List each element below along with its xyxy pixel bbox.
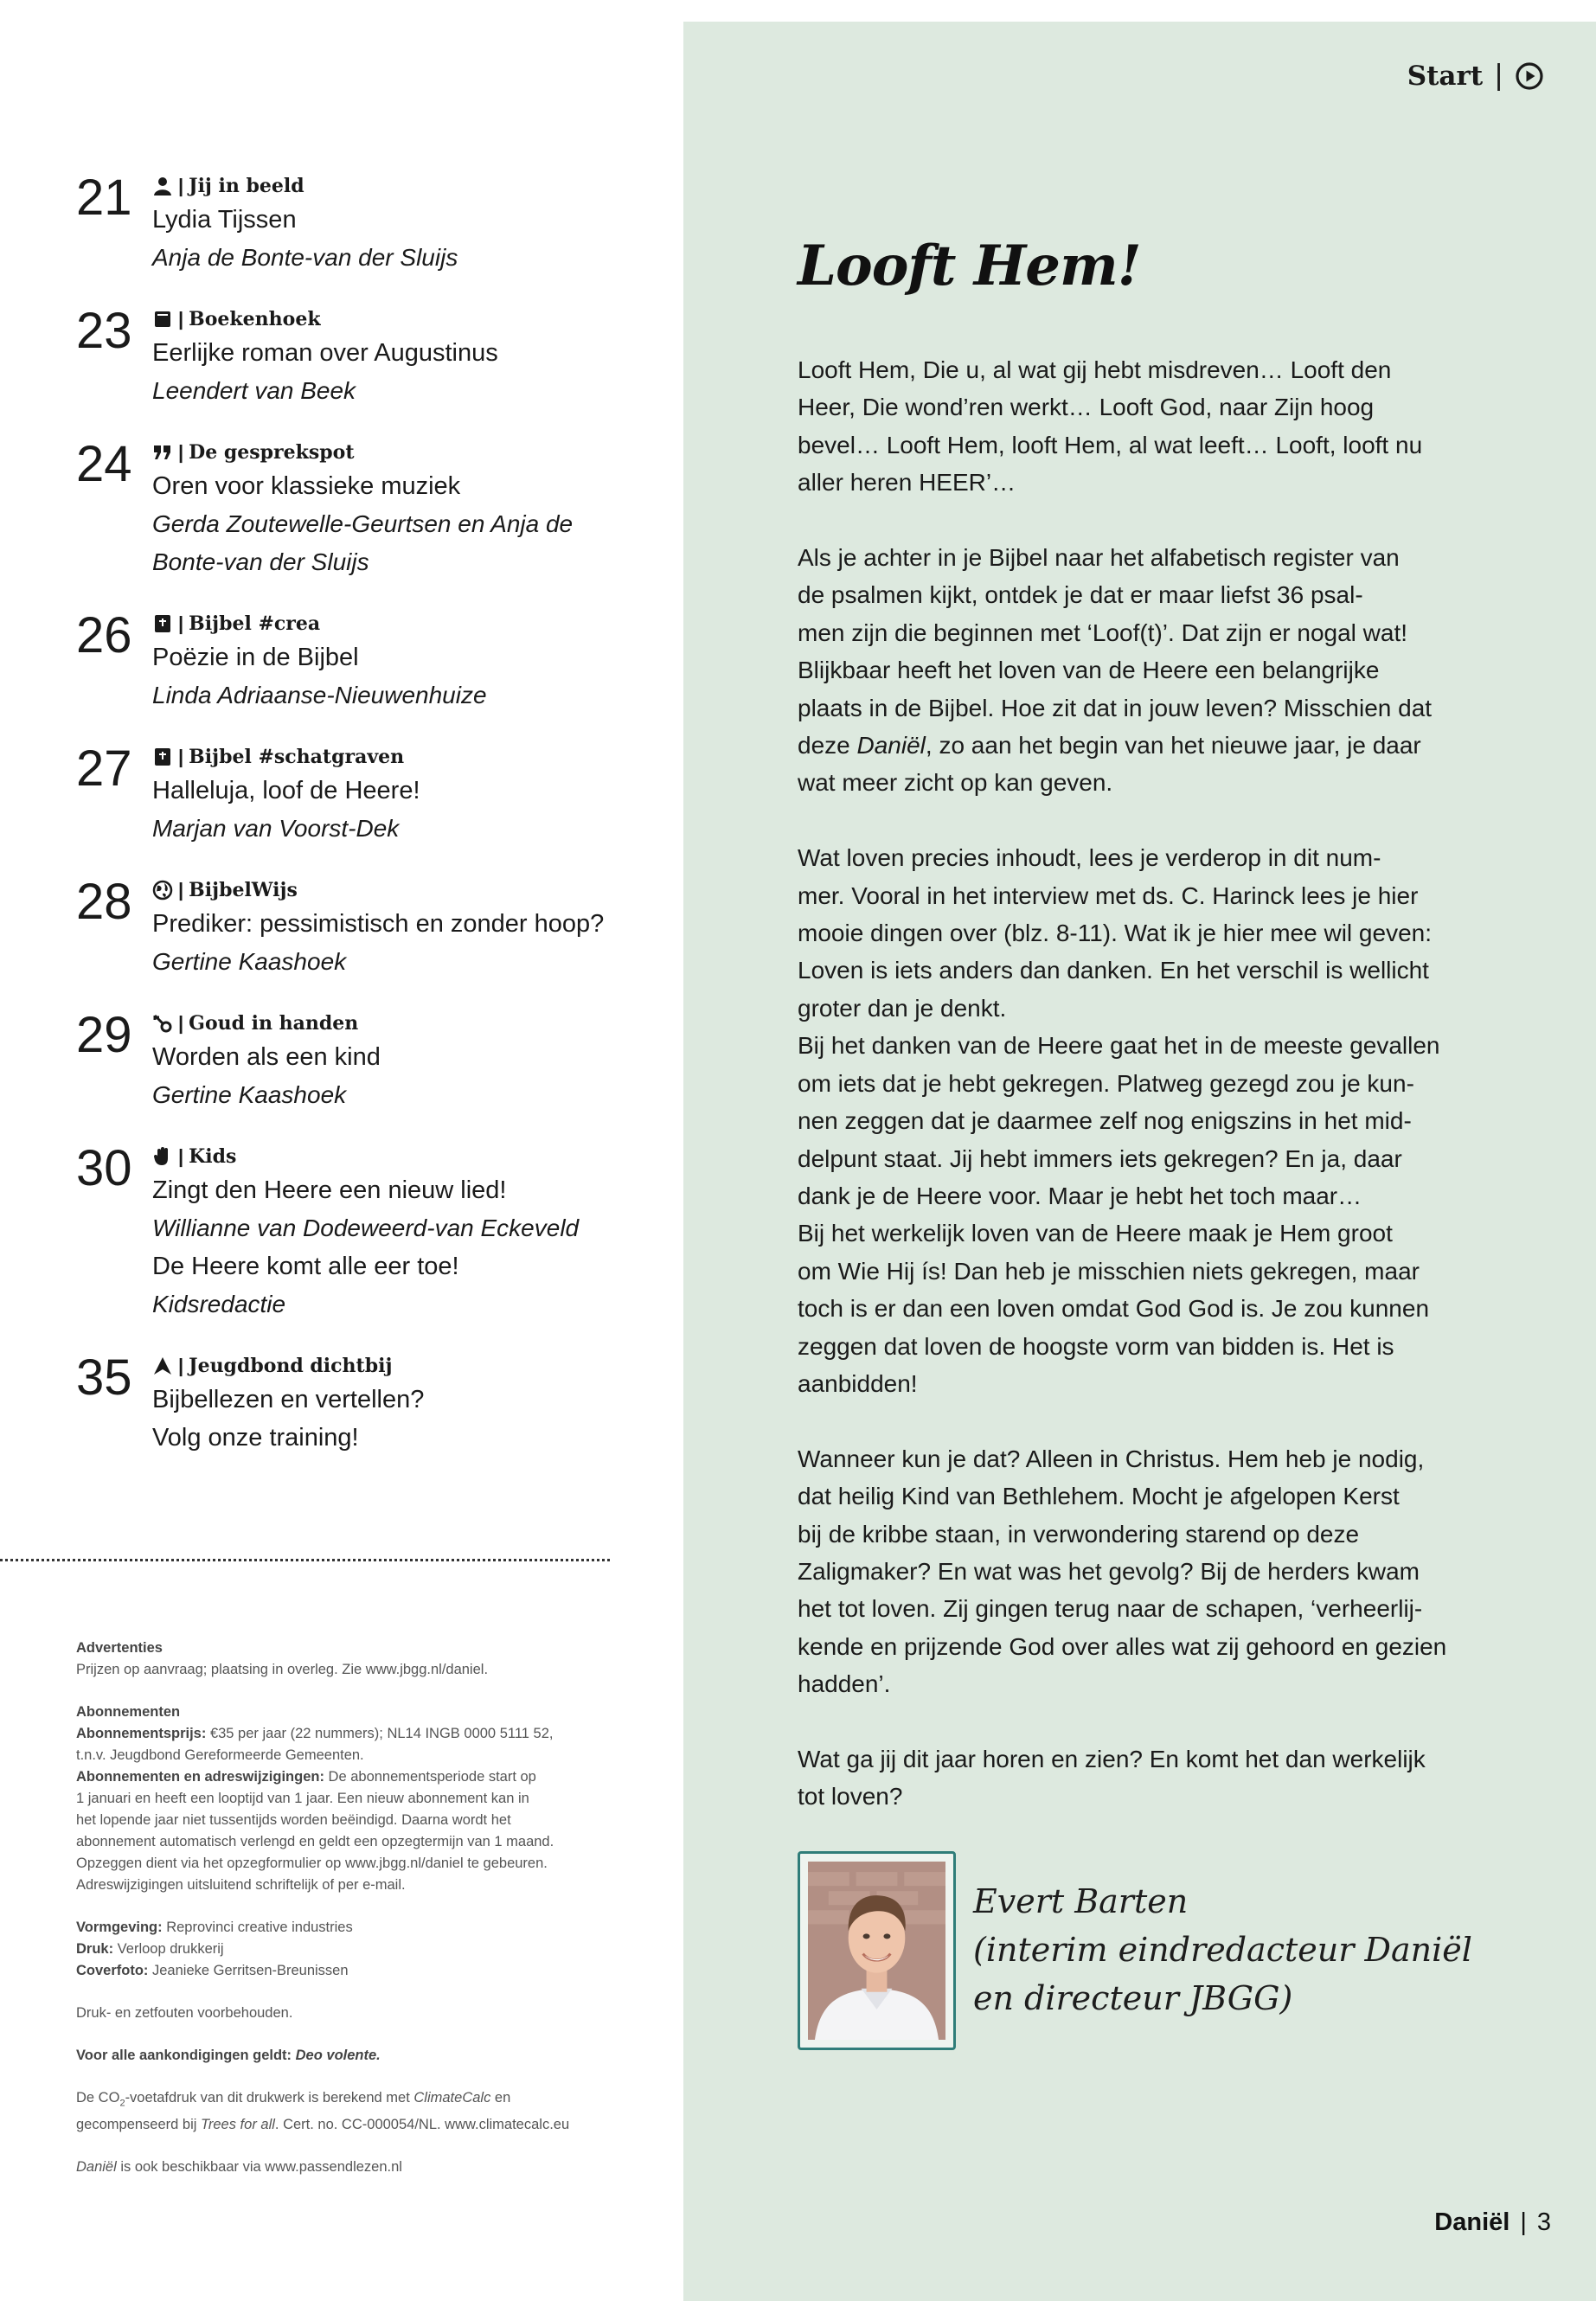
toc-item[interactable]: [76, 1009, 630, 1114]
text-line: Blijkbaar heeft het loven van de Heere een belangrijke: [798, 657, 1380, 684]
toc-author: Anja de Bonte-van der Sluijs: [152, 244, 458, 271]
druk-label: Druk:: [76, 1941, 114, 1957]
bible-icon: [152, 613, 173, 634]
coverfoto-label: Coverfoto:: [76, 1963, 149, 1978]
toc-category: [152, 1142, 630, 1171]
text-line: wat meer zicht op kan geven.: [798, 769, 1113, 797]
start-separator: |: [1495, 59, 1503, 92]
periode-label: Abonnementen en adreswijzigingen:: [76, 1769, 324, 1785]
page-number: 3: [1536, 2208, 1551, 2236]
advertenties-heading: Advertenties: [76, 1640, 163, 1656]
toc-category: [152, 438, 630, 467]
toc-category: [152, 875, 630, 905]
tnv-text: t.n.v. Jeugdbond Gereformeerde Gemeenten.: [76, 1747, 364, 1763]
arrow-up-icon: [152, 1356, 173, 1376]
co2-tool: ClimateCalc: [413, 2090, 491, 2106]
toc-page-number: 30: [76, 1140, 132, 1196]
quote-icon: [152, 442, 173, 463]
text-line: aller heren HEER’…: [798, 469, 1016, 497]
text-line: men zijn die beginnen met ‘Loof(t)’. Dat zijn er nogal wat!: [798, 619, 1408, 646]
colophon-abonnementen: [76, 1702, 612, 1896]
toc-category-separator: |: [178, 1355, 184, 1376]
toc-page-number: 24: [76, 436, 132, 492]
text-line: aanbidden!: [798, 1369, 918, 1397]
toc-item[interactable]: [76, 171, 630, 277]
signature-name: Evert Barten: [973, 1882, 1189, 1920]
toc-title: Oren voor klassieke muziek: [152, 472, 461, 500]
text-line: Wanneer kun je dat? Alleen in Christus. Hem heb je nodig,: [798, 1445, 1425, 1472]
signature-role: (interim eindredacteur Daniël: [973, 1931, 1472, 1969]
colophon-drukfouten: Druk- en zetfouten voorbehouden.: [76, 2005, 293, 2021]
toc-page-number: 26: [76, 607, 132, 663]
toc-author: Willianne van Dodeweerd-van Eckeveld: [152, 1215, 580, 1241]
toc-category-separator: |: [178, 879, 184, 901]
toc-category-separator: |: [178, 1145, 184, 1167]
text-line: dat heilig Kind van Bethlehem. Mocht je afgelopen Kerst: [798, 1483, 1400, 1510]
text-line: Wat loven precies inhoudt, lees je verderop in dit num-: [798, 844, 1381, 872]
toc-category-label: Boekenhoek: [189, 308, 321, 330]
toc-category-separator: |: [178, 175, 184, 196]
toc-category-label: Jeugdbond dichtbij: [189, 1355, 393, 1377]
toc-author: Gerda Zoutewelle-Geurtsen en Anja de: [152, 510, 574, 537]
toc-item[interactable]: [76, 304, 630, 410]
colophon-co2: [76, 2087, 612, 2136]
co2-text: . Cert. no. CC-000054/NL. www.climatecalc.eu: [274, 2117, 570, 2133]
text-line: Bij het danken van de Heere gaat het in de meeste gevallen: [798, 1032, 1440, 1060]
toc-title: Lydia Tijssen: [152, 206, 297, 234]
passend-text: is ook beschikbaar via www.passendlezen.nl: [116, 2159, 402, 2176]
toc-item[interactable]: [76, 742, 630, 848]
toc-category: [152, 1009, 630, 1038]
toc-page-number: 21: [76, 170, 132, 226]
text-line: mer. Vooral in het interview met ds. C. Harinck lees je hier: [798, 881, 1419, 909]
toc-category: [152, 304, 630, 334]
abonnementsprijs-text: €35 per jaar (22 nummers); NL14 INGB 0000 5111 52,: [206, 1726, 554, 1741]
toc-category-label: BijbelWijs: [189, 879, 298, 901]
magazine-name: Daniël: [856, 732, 926, 760]
text-line: toch is er dan een loven omdat God God is. Je zou kunnen: [798, 1295, 1430, 1323]
abonnementsprijs-label: Abonnementsprijs:: [76, 1726, 207, 1741]
paragraph: [798, 839, 1455, 1027]
aankondigingen-value: Deo volente.: [295, 2048, 381, 2063]
text-line: om Wie Hij ís! Dan heb je misschien niets gekregen, maar: [798, 1257, 1420, 1285]
colophon-credits: [76, 1917, 612, 1982]
colophon-advertenties: [76, 1638, 612, 1681]
co2-text: en: [490, 2090, 511, 2106]
text-line: Als je achter in je Bijbel naar het alfabetisch register van: [798, 544, 1400, 572]
text-line: , zo aan het begin van het nieuwe jaar, je daar: [925, 732, 1421, 760]
toc-author: Kidsredactie: [152, 1291, 286, 1317]
toc-page-number: 23: [76, 303, 132, 359]
periode-line: 1 januari en heeft een looptijd van 1 jaar. Een nieuw abonnement kan in: [76, 1791, 529, 1806]
co2-org: Trees for all: [201, 2117, 275, 2133]
page-footer: [1434, 2208, 1551, 2237]
start-label: Start: [1407, 60, 1484, 92]
book-icon: [152, 309, 173, 330]
coverfoto-text: Jeanieke Gerritsen-Breunissen: [148, 1963, 349, 1978]
toc-category-separator: |: [178, 1012, 184, 1034]
colophon-passendlezen: [76, 2157, 612, 2178]
toc-author: Gertine Kaashoek: [152, 1081, 347, 1108]
colophon: [76, 1638, 612, 2199]
text-line: dank je de Heere voor. Maar je hebt het toch maar…: [798, 1182, 1362, 1209]
toc-category: [152, 742, 630, 772]
article-headline: Looft Hem!: [798, 234, 1141, 298]
author-photo: [798, 1851, 956, 2050]
toc-title: Halleluja, loof de Heere!: [152, 777, 420, 804]
colophon-aankondigingen: [76, 2045, 612, 2067]
toc-author: Leendert van Beek: [152, 377, 356, 404]
text-line: mooie dingen over (blz. 8-11). Wat ik je hier mee wil geven:: [798, 920, 1432, 947]
toc-category-separator: |: [178, 612, 184, 634]
toc-item[interactable]: [76, 875, 630, 981]
toc-author: Bonte-van der Sluijs: [152, 548, 369, 575]
toc-title: Zingt den Heere een nieuw lied!: [152, 1176, 507, 1204]
signature: [973, 1877, 1472, 2022]
dotted-divider: [0, 1559, 610, 1561]
abonnementen-heading: Abonnementen: [76, 1704, 181, 1720]
globe-icon: [152, 880, 173, 901]
paragraph: [798, 1215, 1455, 1402]
toc-category-separator: |: [178, 746, 184, 767]
bible-icon: [152, 747, 173, 767]
key-icon: [152, 1013, 173, 1034]
periode-text: De abonnementsperiode start op: [324, 1769, 536, 1785]
text-line: de psalmen kijkt, ontdek je dat er maar liefst 36 psal-: [798, 581, 1363, 609]
toc-title: Worden als een kind: [152, 1043, 381, 1071]
toc-category-label: Bijbel #schatgraven: [189, 746, 405, 768]
vormgeving-label: Vormgeving:: [76, 1920, 163, 1935]
paragraph: [798, 1027, 1455, 1215]
toc-author: Gertine Kaashoek: [152, 948, 347, 975]
aankondigingen-label: Voor alle aankondigingen geldt:: [76, 2048, 292, 2063]
person-icon: [152, 176, 173, 196]
toc-item[interactable]: [76, 438, 630, 581]
text-line: Heer, Die wond’ren werkt… Looft God, naar Zijn hoog: [798, 394, 1375, 421]
toc-item[interactable]: [76, 1142, 630, 1324]
toc-page-number: 35: [76, 1349, 132, 1406]
play-circle-icon: [1515, 61, 1544, 91]
text-line: Bij het werkelijk loven van de Heere maak je Hem groot: [798, 1220, 1393, 1247]
toc-title: Bijbellezen en vertellen?: [152, 1386, 425, 1413]
text-line: deze: [798, 732, 857, 760]
toc-category-separator: |: [178, 441, 184, 463]
toc-author: Linda Adriaanse-Nieuwenhuize: [152, 682, 487, 708]
toc-title: Prediker: pessimistisch en zonder hoop?: [152, 910, 605, 938]
paragraph: [798, 351, 1455, 502]
hand-icon: [152, 1146, 173, 1167]
text-line: bevel… Looft Hem, looft Hem, al wat leeft… Looft, looft nu: [798, 431, 1423, 458]
toc-category: [152, 1351, 630, 1381]
toc-item[interactable]: [76, 609, 630, 715]
author-portrait: [808, 1862, 945, 2040]
text-line: delpunt staat. Jij hebt immers iets gekregen? En ja, daar: [798, 1144, 1402, 1172]
co2-text: gecompenseerd bij: [76, 2117, 202, 2133]
toc-category-label: De gesprekspot: [189, 441, 355, 464]
text-line: Wat ga jij dit jaar horen en zien? En komt het dan werkelijk: [798, 1745, 1426, 1772]
toc-title: Eerlijke roman over Augustinus: [152, 339, 498, 367]
toc-page-number: 27: [76, 740, 132, 797]
co2-sub: 2: [119, 2098, 125, 2109]
footer-magazine: Daniël: [1434, 2208, 1510, 2236]
text-line: Zaligmaker? En wat was het gevolg? Bij de herders kwam: [798, 1557, 1420, 1585]
toc-category: [152, 171, 630, 201]
toc-item[interactable]: [76, 1351, 630, 1457]
periode-line: Opzeggen dient via het opzegformulier op www.jbgg.nl/daniel te gebeuren.: [76, 1856, 548, 1871]
paragraph: [798, 1740, 1455, 1816]
passend-magazine: Daniël: [76, 2159, 117, 2176]
toc-title: Volg onze training!: [152, 1424, 359, 1452]
toc-author: Marjan van Voorst-Dek: [152, 815, 400, 842]
periode-line: Adreswijzigingen uitsluitend schriftelijk of per e-mail.: [76, 1877, 406, 1893]
toc-page-number: 29: [76, 1007, 132, 1063]
toc-category-separator: |: [178, 308, 184, 330]
text-line: om iets dat je hebt gekregen. Platweg gezegd zou je kun-: [798, 1069, 1414, 1097]
toc-category-label: Goud in handen: [189, 1012, 359, 1035]
periode-line: het lopende jaar niet tussentijds worden beëindigd. Daarna wordt het: [76, 1812, 511, 1828]
start-link[interactable]: [1407, 59, 1544, 93]
toc-page-number: 28: [76, 874, 132, 930]
text-line: tot loven?: [798, 1783, 903, 1811]
text-line: groter dan je denkt.: [798, 994, 1007, 1022]
signature-role: en directeur JBGG): [973, 1979, 1293, 2017]
table-of-contents: [76, 171, 630, 1484]
toc-category: [152, 609, 630, 638]
co2-text: De CO: [76, 2090, 120, 2106]
text-line: zeggen dat loven de hoogste vorm van bidden is. Het is: [798, 1332, 1394, 1360]
paragraph: [798, 1440, 1455, 1703]
text-line: nen zeggen dat je daarmee zelf nog enigszins in het mid-: [798, 1107, 1412, 1135]
druk-text: Verloop drukkerij: [113, 1941, 224, 1957]
text-line: hadden’.: [798, 1670, 891, 1698]
toc-category-label: Kids: [189, 1145, 237, 1168]
toc-title: Poëzie in de Bijbel: [152, 644, 359, 671]
vormgeving-text: Reprovinci creative industries: [162, 1920, 353, 1935]
toc-category-label: Jij in beeld: [189, 175, 304, 197]
toc-title: De Heere komt alle eer toe!: [152, 1253, 459, 1280]
text-line: Loven is iets anders dan danken. En het verschil is wellicht: [798, 957, 1429, 984]
toc-category-label: Bijbel #crea: [189, 612, 321, 635]
co2-text: -voetafdruk van dit drukwerk is berekend met: [125, 2090, 414, 2106]
periode-line: abonnement automatisch verlengd en geldt een opzegtermijn van 1 maand.: [76, 1834, 554, 1849]
text-line: bij de kribbe staan, in verwondering starend op deze: [798, 1520, 1360, 1548]
text-line: het tot loven. Zij gingen terug naar de schapen, ‘verheerlij-: [798, 1595, 1423, 1623]
text-line: plaats in de Bijbel. Hoe zit dat in jouw leven? Misschien dat: [798, 694, 1433, 721]
advertenties-text: Prijzen op aanvraag; plaatsing in overleg. Zie www.jbgg.nl/daniel.: [76, 1662, 489, 1677]
text-line: Looft Hem, Die u, al wat gij hebt misdreven… Looft den: [798, 356, 1392, 383]
paragraph: [798, 539, 1455, 802]
article-body: [798, 351, 1455, 1853]
text-line: kende en prijzende God over alles wat zij gehoord en gezien: [798, 1632, 1447, 1660]
footer-separator: |: [1520, 2208, 1527, 2236]
